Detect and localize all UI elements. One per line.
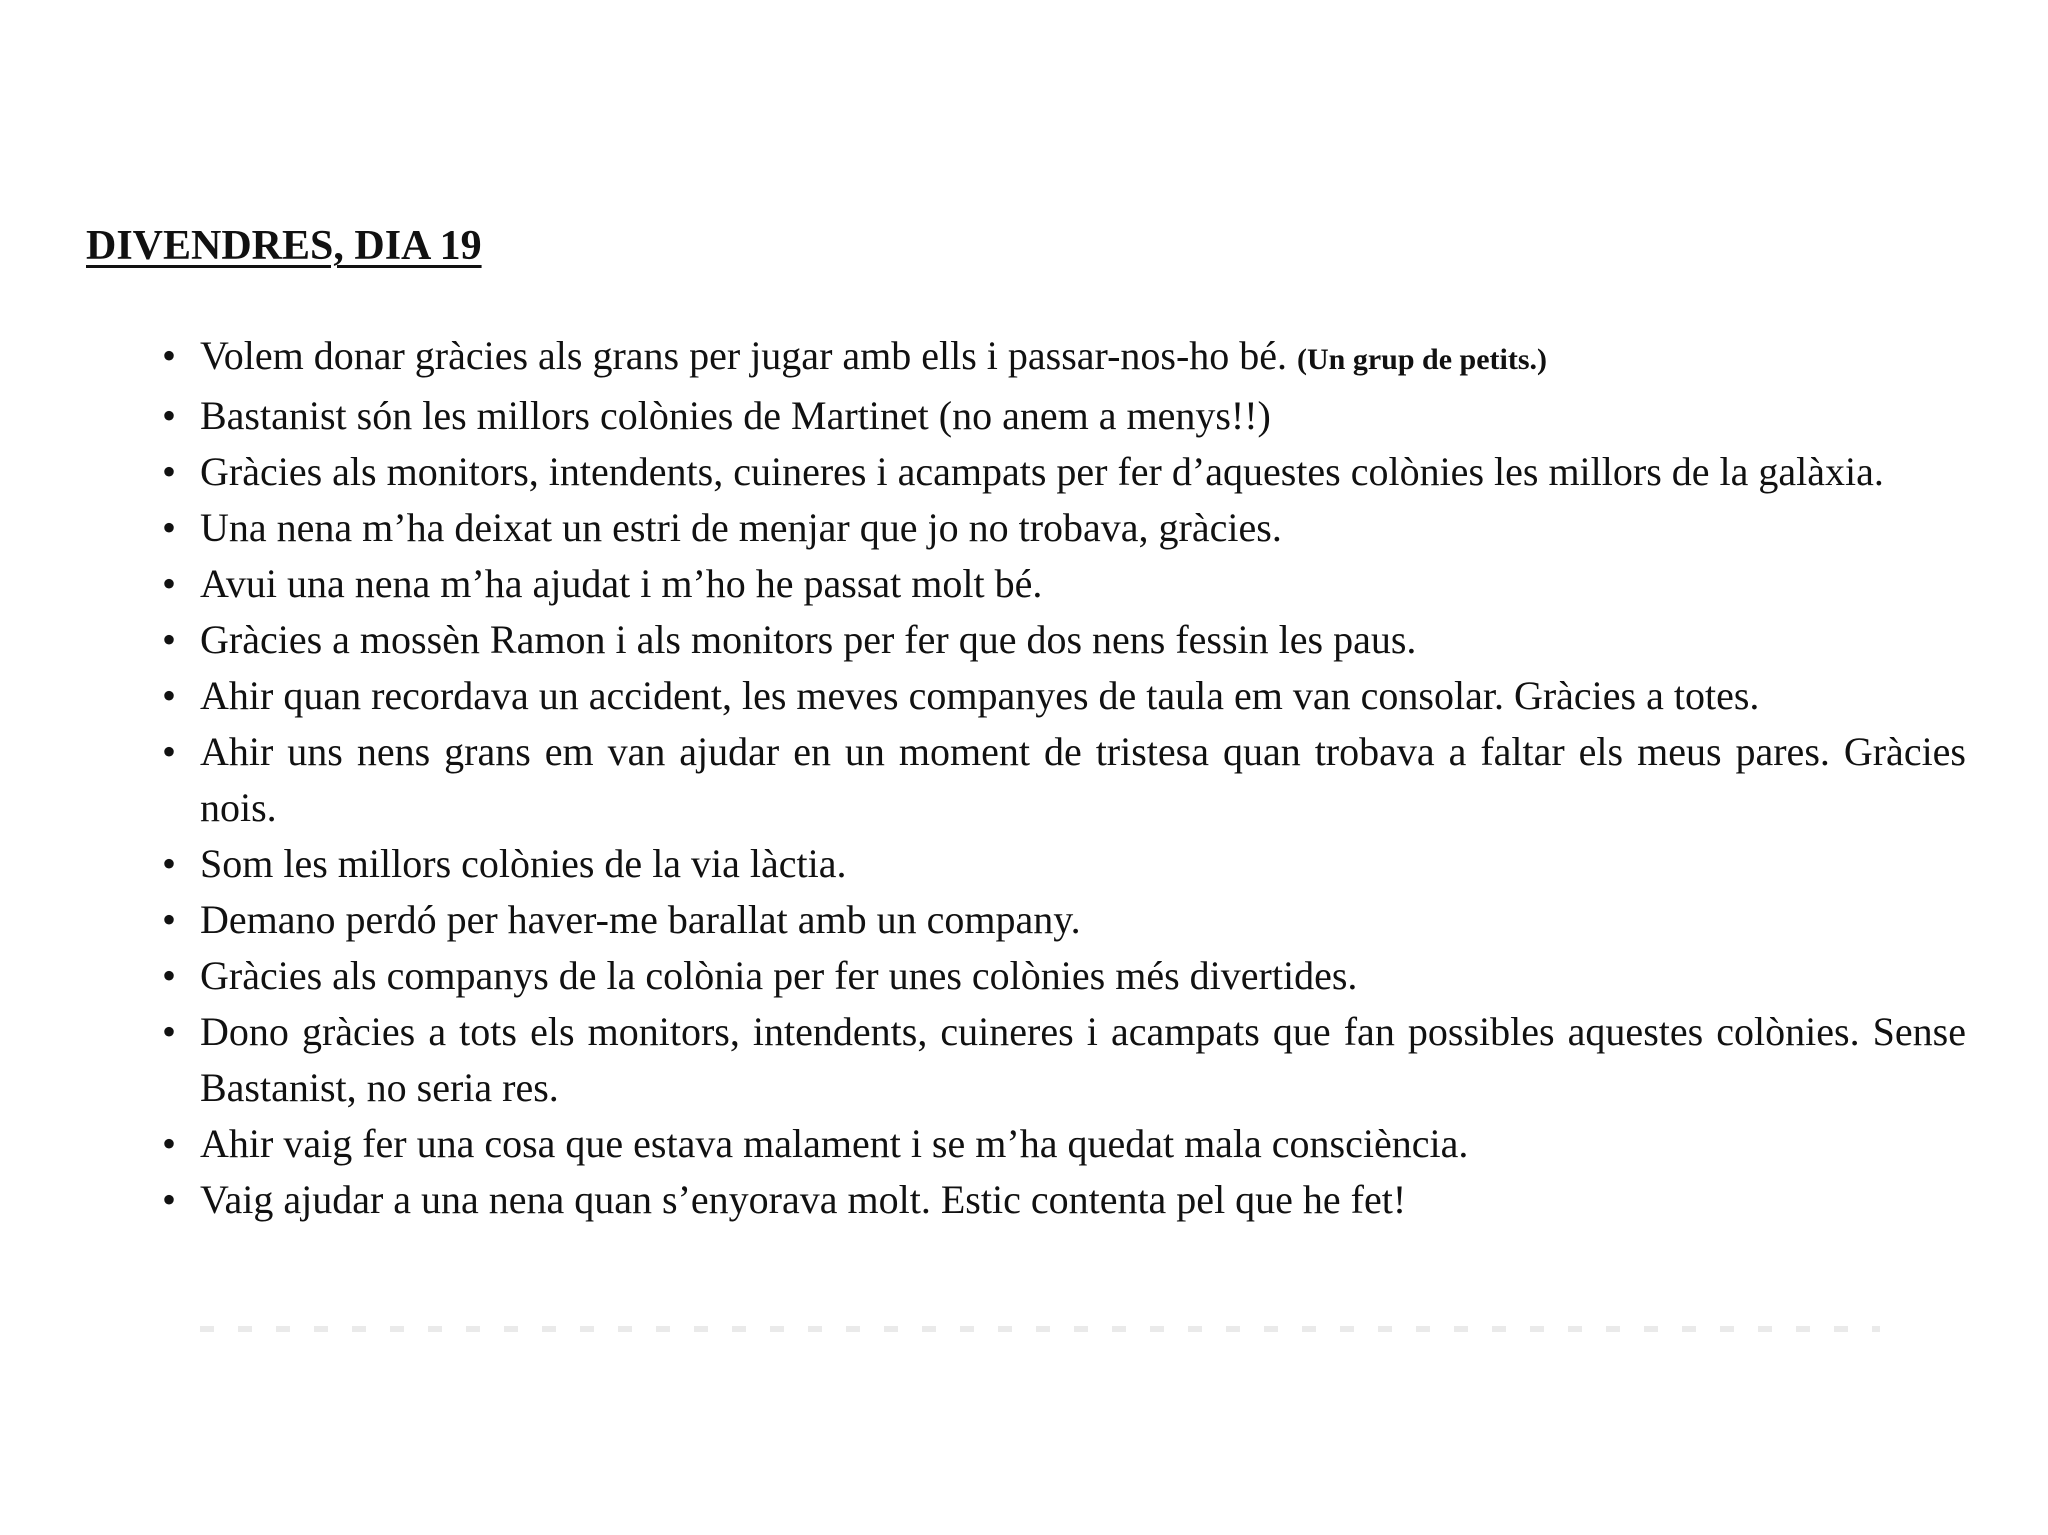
bullet-icon: • (162, 333, 177, 378)
list-item (162, 668, 1966, 724)
list-item-text: Una nena m’ha deixat un estri de menjar que jo no trobava, gràcies. (200, 505, 1282, 550)
bullet-icon: • (162, 505, 177, 550)
list-item-text: Ahir uns nens grans em van ajudar en un moment de tristesa quan trobava a faltar els meus pares. Gràcies nois. (200, 729, 1966, 830)
list-item-text: Som les millors colònies de la via làctia. (200, 841, 847, 886)
list-item (162, 724, 1966, 836)
list-item-text: Gràcies als companys de la colònia per fer unes colònies més divertides. (200, 953, 1358, 998)
list-item (162, 388, 1966, 444)
list-item (162, 948, 1966, 1004)
list-item (162, 612, 1966, 668)
bullet-icon: • (162, 561, 177, 606)
bullet-icon: • (162, 729, 177, 774)
list-item (162, 444, 1966, 500)
bullet-icon: • (162, 449, 177, 494)
list-item-text: Bastanist són les millors colònies de Martinet (no anem a menys!!) (200, 393, 1271, 438)
bullet-icon: • (162, 1009, 177, 1054)
page-heading: DIVENDRES, DIA 19 (86, 223, 482, 269)
list-item-text: Demano perdó per haver-me barallat amb un company. (200, 897, 1081, 942)
list-item-text: Dono gràcies a tots els monitors, intendents, cuineres i acampats que fan possibles aquestes colònies. Sense Bastanist, no seria res. (200, 1009, 1966, 1110)
list-item-text: Ahir quan recordava un accident, les meves companyes de taula em van consolar. Gràcies a totes. (200, 673, 1760, 718)
list-item (162, 1172, 1966, 1228)
bullet-icon: • (162, 673, 177, 718)
list-item (162, 328, 1966, 388)
list-item (162, 892, 1966, 948)
gratitude-list (162, 328, 1966, 1228)
bullet-icon: • (162, 953, 177, 998)
list-item-text: Volem donar gràcies als grans per jugar amb ells i passar-nos-ho bé. (200, 333, 1288, 378)
cut-off-text-line (200, 1326, 1880, 1332)
list-item (162, 1116, 1966, 1172)
bullet-icon: • (162, 1177, 177, 1222)
list-item (162, 836, 1966, 892)
list-item (162, 1004, 1966, 1116)
bullet-icon: • (162, 841, 177, 886)
bullet-icon: • (162, 897, 177, 942)
list-item (162, 500, 1966, 556)
bullet-icon: • (162, 1121, 177, 1166)
list-item-text: Avui una nena m’ha ajudat i m’ho he passat molt bé. (200, 561, 1043, 606)
list-item-text: Vaig ajudar a una nena quan s’enyorava molt. Estic contenta pel que he fet! (200, 1177, 1407, 1222)
list-item-text: Ahir vaig fer una cosa que estava malament i se m’ha quedat mala consciència. (200, 1121, 1469, 1166)
bullet-icon: • (162, 393, 177, 438)
list-item-text: Gràcies a mossèn Ramon i als monitors per fer que dos nens fessin les paus. (200, 617, 1417, 662)
list-item (162, 556, 1966, 612)
list-item-note: (Un grup de petits.) (1297, 343, 1548, 376)
list-item-text: Gràcies als monitors, intendents, cuineres i acampats per fer d’aquestes colònies les millors de la galàxia. (200, 449, 1884, 494)
bullet-icon: • (162, 617, 177, 662)
